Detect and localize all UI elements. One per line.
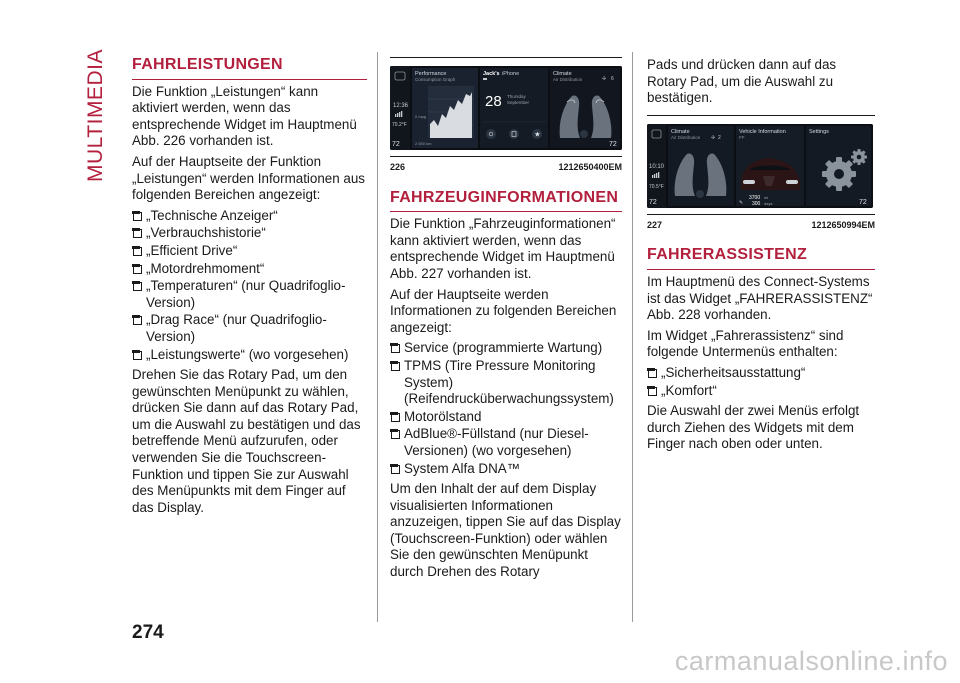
list-item: „Technische Anzeiger“ [132,208,367,225]
days-value: 300 [752,200,761,207]
fan-icon: ✢ [711,134,716,141]
figure-226 [390,57,622,176]
paragraph: Im Hauptmenü des Connect-Systems ist das Widget „FAHRERASSISTENZ“ Abb. 228 vorhanden. [647,273,873,323]
phone-icon [486,129,496,139]
bullet-list [132,208,367,363]
list-item: AdBlue®-Füllstand (nur Diesel-Versionen) (wo vorgesehen) [390,426,622,459]
month: September [507,100,530,105]
paragraph: Pads und drücken dann auf das Rotary Pad, um die Auswahl zu bestätigen. [647,57,837,106]
column-divider-2 [632,52,633,622]
defrost-icon [696,190,704,198]
days-unit: days [764,200,773,206]
list-item: „Drag Race“ (nur Quadrifoglio-Version) [132,312,367,345]
heading-fahrerassistenz: FAHRERASSISTENZ [647,247,875,270]
list-item: Motorölstand [390,409,622,426]
svg-text:★: ★ [534,130,541,139]
clock-text: 12:36 [393,103,409,109]
paragraph: Die Funktion „Fahrzeuginformationen“ kann aktiviert werden, wenn das entsprechende Widget im Hauptmenü Abb. 227 vorhanden ist. [390,216,616,281]
paragraph: Die Funktion „Leistungen“ kann aktiviert werden, wenn das entsprechende Widget im Hauptmenü Abb. 226 vorhanden ist. [132,83,357,149]
figure-number: 227 [647,219,663,230]
list-item: „Motordrehmoment“ [132,261,367,278]
list-item: „Efficient Drive“ [132,243,367,260]
performance-subtitle: Consumption Graph [415,77,456,82]
heading-fahrleistungen: FAHRLEISTUNGEN [132,57,367,80]
fan-level: 6 [611,76,614,82]
watermark: carmanualsonline.info [674,646,948,676]
list-item: „Temperaturen“ (nur Quadrifoglio-Version) [132,278,367,311]
paragraph: Auf der Hauptseite der Funktion „Leistungen“ werden Informationen aus folgenden Bereichen angezeigt: [132,153,365,203]
phone-name: iPhone [502,71,520,77]
paragraph: Drehen Sie das Rotary Pad, um den gewünschten Menüpunkt zu wählen, drücken Sie dann auf das Rotary Pad, um die Auswahl zu bestätigen und das betreffende Menü aufzurufen, oder verwenden Sie die Touchscreen-Funktion und tippen Sie zur Auswahl des Menüpunkts mit dem Finger auf das Display. [132,367,361,515]
right-zone-temp: 72 [609,141,617,148]
list-item: „Sicherheitsausstattung“ [647,365,875,382]
range-unit: mi [764,194,769,200]
vehicle-info-subtitle: FF [739,134,745,140]
column-divider-1 [377,52,378,622]
temperature-text: 70.5°F [649,183,664,190]
fan-level: 2 [718,134,721,141]
phone-owner: Jack's [483,71,500,77]
climate-title: Climate [671,128,690,135]
paragraph: Im Widget „Fahrerassistenz“ sind folgende Untermenüs enthalten: [647,327,844,360]
climate-title: Climate [553,71,572,77]
temperature-text: 70.2°F [392,122,407,128]
infotainment-screen-226 [390,66,622,150]
figure-code: 1212650400EM [558,162,622,172]
defrost-icon [580,130,588,138]
list-item: „Verbrauchshistorie“ [132,225,367,242]
range-value: 3700 [749,194,761,201]
signal-icon [652,175,653,178]
figure-227 [647,115,875,234]
infotainment-screen-227 [647,124,873,208]
section-label-text: MULTIMEDIA [84,49,107,182]
heading-fahrzeuginformationen: FAHRZEUGINFORMATIONEN [390,190,622,213]
page-number: 274 [132,622,164,643]
graph-footer: 2 550 km [415,141,432,146]
column-3 [647,57,875,457]
performance-title: Performance [415,71,447,77]
right-zone-temp: 72 [859,198,867,206]
date-number: 28 [485,93,502,110]
left-zone-temp: 72 [392,141,400,148]
left-zone-temp: 72 [649,198,657,206]
wrench-icon: ✎ [739,199,744,206]
contacts-icon [509,129,519,139]
paragraph: Um den Inhalt der auf dem Display visualisierten Informationen anzuzeigen, tippen Sie auf das Display (Touchscreen-Funktion) oder wählen Sie den gewünschten Menüpunkt durch Drehen des Rotary [390,481,621,580]
list-item: Service (programmierte Wartung) [390,340,622,357]
list-item: TPMS (Tire Pressure Monitoring System) (Reifendrucküberwachungssystem) [390,358,622,408]
climate-subtitle: Air Distribution [671,134,701,140]
bullet-list [390,340,622,477]
settings-title: Settings [809,128,829,135]
weekday: Thursday [507,94,526,99]
list-item: „Leistungswerte“ (wo vorgesehen) [132,347,367,364]
clock-text: 10:10 [649,163,665,170]
battery-icon [483,78,487,80]
column-1 [132,57,367,520]
vehicle-info-title: Vehicle Information [739,128,786,135]
signal-icon [395,114,396,117]
paragraph: Auf der Hauptseite werden Informationen zu folgenden Bereichen angezeigt: [390,286,617,335]
list-item: System Alfa DNA™ [390,461,622,478]
column-2 [390,57,622,585]
fan-icon: ✢ [602,76,607,82]
paragraph: Die Auswahl der zwei Menüs erfolgt durch Ziehen des Widgets mit dem Finger nach oben oder unten. [647,403,860,452]
figure-number: 226 [390,162,406,172]
bullet-list [647,365,875,399]
figure-code: 1212650994EM [811,219,875,230]
climate-subtitle: Air Distribution [553,77,583,82]
graph-axis-label: 0 mpg [415,114,427,119]
section-label [82,40,108,190]
consumption-graph [428,86,474,138]
list-item: „Komfort“ [647,383,875,400]
